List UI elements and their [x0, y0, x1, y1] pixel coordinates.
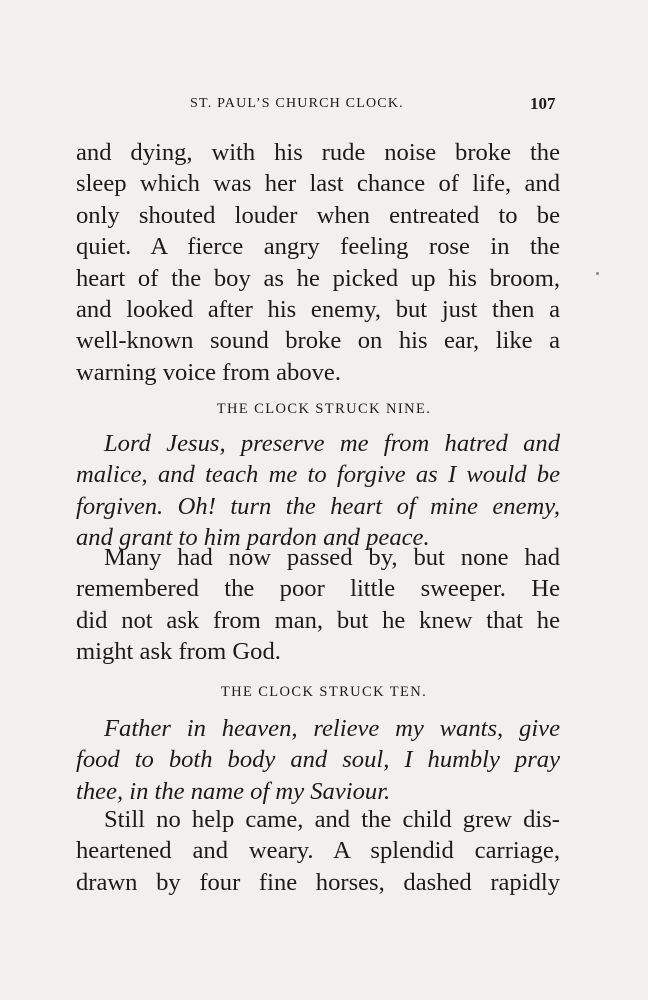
- section-heading-ten: THE CLOCK STRUCK TEN.: [220, 684, 428, 700]
- text-line: and dying, with his rude noise broke the: [76, 139, 560, 166]
- paragraph-sweeper: [76, 542, 560, 668]
- text-line: Still no help came, and the child grew dis-: [104, 806, 560, 833]
- prayer-line: and grant to him pardon and peace.: [76, 524, 430, 552]
- section-heading-nine: THE CLOCK STRUCK NINE.: [216, 401, 432, 417]
- prayer-nine: [76, 428, 560, 554]
- text-line: warning voice from above.: [76, 358, 341, 386]
- text-line: sleep which was her last chance of life, and: [76, 170, 560, 198]
- page-number: 107: [530, 94, 556, 113]
- running-head: [0, 96, 648, 124]
- text-line: only shouted louder when entreated to be: [76, 201, 560, 229]
- text-line: heart of the boy as he picked up his broom,: [76, 264, 560, 292]
- paragraph-continued: [76, 137, 560, 388]
- text-line: remembered the poor little sweeper. He: [76, 575, 560, 603]
- prayer-line: forgiven. Oh! turn the heart of mine enemy,: [76, 492, 560, 520]
- paragraph-carriage: [76, 804, 560, 898]
- prayer-line: Lord Jesus, preserve me from hatred and: [104, 430, 560, 457]
- prayer-line: thee, in the name of my Saviour.: [76, 777, 391, 805]
- prayer-line: food to both body and soul, I humbly pray: [76, 746, 560, 774]
- prayer-ten: [76, 713, 560, 807]
- text-line: quiet. A fierce angry feeling rose in the: [76, 233, 560, 261]
- text-line: well-known sound broke on his ear, like a: [76, 327, 560, 355]
- prayer-line: Father in heaven, relieve my wants, give: [104, 715, 560, 742]
- text-line: heartened and weary. A splendid carriage,: [76, 837, 560, 865]
- prayer-line: malice, and teach me to forgive as I would be: [76, 461, 560, 489]
- text-line: drawn by four fine horses, dashed rapidly: [76, 868, 560, 896]
- text-line: Many had now passed by, but none had: [104, 544, 560, 571]
- paper-speck: [596, 272, 599, 275]
- running-title: ST. PAUL’S CHURCH CLOCK.: [190, 96, 404, 111]
- text-line: and looked after his enemy, but just then a: [76, 295, 560, 323]
- text-line: might ask from God.: [76, 638, 281, 666]
- text-line: did not ask from man, but he knew that he: [76, 606, 560, 634]
